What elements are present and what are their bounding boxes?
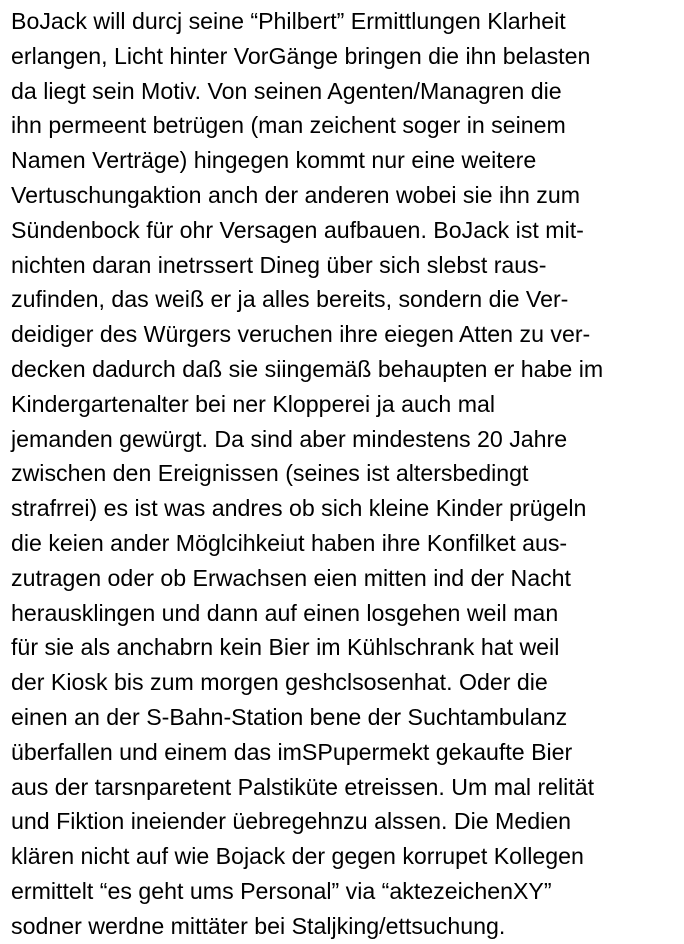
text-line: und Fiktion ineiender üebregehnzu alssen. Die Medien: [11, 808, 572, 835]
text-line: deidiger des Würgers veruchen ihre eiegen Atten zu ver-: [11, 321, 591, 348]
text-line: zutragen oder ob Erwachsen eien mitten ind der Nacht: [11, 564, 571, 591]
text-line: zufinden, das weiß er ja alles bereits, sondern die Ver-: [11, 286, 569, 313]
text-line: ihn permeent betrügen (man zeichent soger in seinem: [11, 112, 566, 139]
text-line: da liegt sein Motiv. Von seinen Agenten/Managren die: [11, 77, 562, 104]
text-line: aus der tarsnparetent Palstiküte etreissen. Um mal relität: [11, 773, 595, 800]
text-line: decken dadurch daß sie siingemäß behaupten er habe im: [11, 355, 604, 382]
text-line: Vertuschungaktion anch der anderen wobei sie ihn zum: [11, 181, 581, 208]
text-line: BoJack will durcj seine “Philbert” Ermittlungen Klarheit: [11, 8, 566, 34]
text-line: sodner werdne mittäter bei Staljking/ettsuchung.: [11, 912, 506, 939]
text-line: Kindergartenalter bei ner Klopperei ja auch mal: [11, 390, 496, 417]
text-line: erlangen, Licht hinter VorGänge bringen die ihn belasten: [11, 42, 591, 69]
text-line: Namen Verträge) hingegen kommt nur eine weitere: [11, 147, 537, 174]
text-line: zwischen den Ereignissen (seines ist altersbedingt: [11, 460, 529, 487]
text-line: ermittelt “es geht ums Personal” via “aktezeichenXY”: [11, 877, 552, 904]
text-line: die keien ander Möglcihkeiut haben ihre Konfilket aus-: [11, 529, 568, 556]
text-line: nichten daran inetrssert Dineg über sich slebst raus-: [11, 251, 547, 278]
text-line: jemanden gewürgt. Da sind aber mindestens 20 Jahre: [11, 425, 568, 452]
body-paragraph: [11, 4, 683, 944]
text-line: Sündenbock für ohr Versagen aufbauen. BoJack ist mit-: [11, 216, 584, 243]
text-line: für sie als anchabrn kein Bier im Kühlschrank hat weil: [11, 634, 560, 661]
text-line: der Kiosk bis zum morgen geshclsosenhat. Oder die: [11, 669, 548, 696]
document-page: [11, 4, 683, 944]
text-line: überfallen und einem das imSPupermekt gekaufte Bier: [11, 738, 573, 765]
text-line: einen an der S-Bahn-Station bene der Suchtambulanz: [11, 703, 568, 730]
text-line: herausklingen und dann auf einen losgehen weil man: [11, 599, 559, 626]
text-line: strafrrei) es ist was andres ob sich kleine Kinder prügeln: [11, 495, 587, 522]
text-line: klären nicht auf wie Bojack der gegen korrupet Kollegen: [11, 843, 584, 870]
